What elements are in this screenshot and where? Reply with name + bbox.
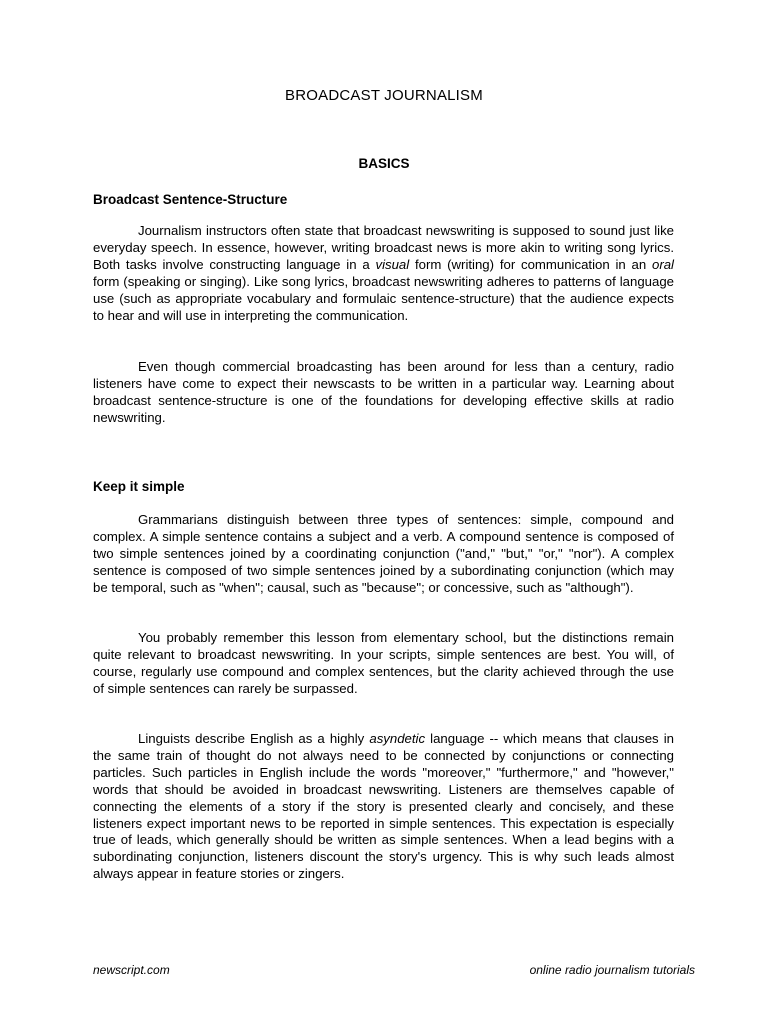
paragraph-5: Linguists describe English as a highly asyndetic language -- which means that clauses in the same train of thought do not always need to be connected by conjunctions or connecting particles. Such particles in English include the words "moreover," "furthermore," and "however," words that should be avoided in broadcast newswriting. Listeners are themselves capable of connecting the elements of a story if the story is presented clearly and concisely, and these listeners expect important news to be reported in simple sentences. This expectation is especially true of leads, which generally should be written as simple sentences. When a lead begins with a subordinating conjunction, listeners discount the story's urgency. This is why such leads almost always appear in feature stories or zingers.	[93, 731, 674, 882]
heading-keep-it-simple: Keep it simple	[93, 479, 185, 494]
paragraph-1: Journalism instructors often state that broadcast newswriting is supposed to sound just like everyday speech. In essence, however, writing broadcast news is more akin to writing song lyrics. Both tasks involve constructing language in a visual form (writing) for communication in an oral form (speaking or singing). Like song lyrics, broadcast newswriting adheres to patterns of language use (such as appropriate vocabulary and formulaic sentence-structure) that the audience expects to hear and will use in interpreting the communication.	[93, 223, 674, 323]
paragraph-4: You probably remember this lesson from elementary school, but the distinctions remain quite relevant to broadcast newswriting. In your scripts, simple sentences are best. You will, of course, regularly use compound and complex sentences, but the clarity achieved through the use of simple sentences can rarely be surpassed.	[93, 630, 674, 696]
heading-broadcast-sentence-structure: Broadcast Sentence-Structure	[93, 192, 288, 207]
section-title: BASICS	[358, 156, 410, 171]
paragraph-2: Even though commercial broadcasting has been around for less than a century, radio listeners have come to expect their newscasts to be written in a particular way. Learning about broadcast sentence-structure is one of the foundations for developing effective skills at radio newswriting.	[93, 359, 674, 425]
footer-site-link: newscript.com	[93, 963, 170, 977]
paragraph-3: Grammarians distinguish between three types of sentences: simple, compound and complex. A simple sentence contains a subject and a verb. A compound sentence is composed of two simple sentences joined by a coordinating conjunction ("and," "but," "or," "nor"). A complex sentence is composed of two simple sentences joined by a subordinating conjunction (which may be temporal, such as "when"; causal, such as "because"; or concessive, such as "although").	[93, 512, 674, 595]
footer-tagline: online radio journalism tutorials	[529, 963, 695, 977]
document-title: BROADCAST JOURNALISM	[285, 87, 483, 104]
